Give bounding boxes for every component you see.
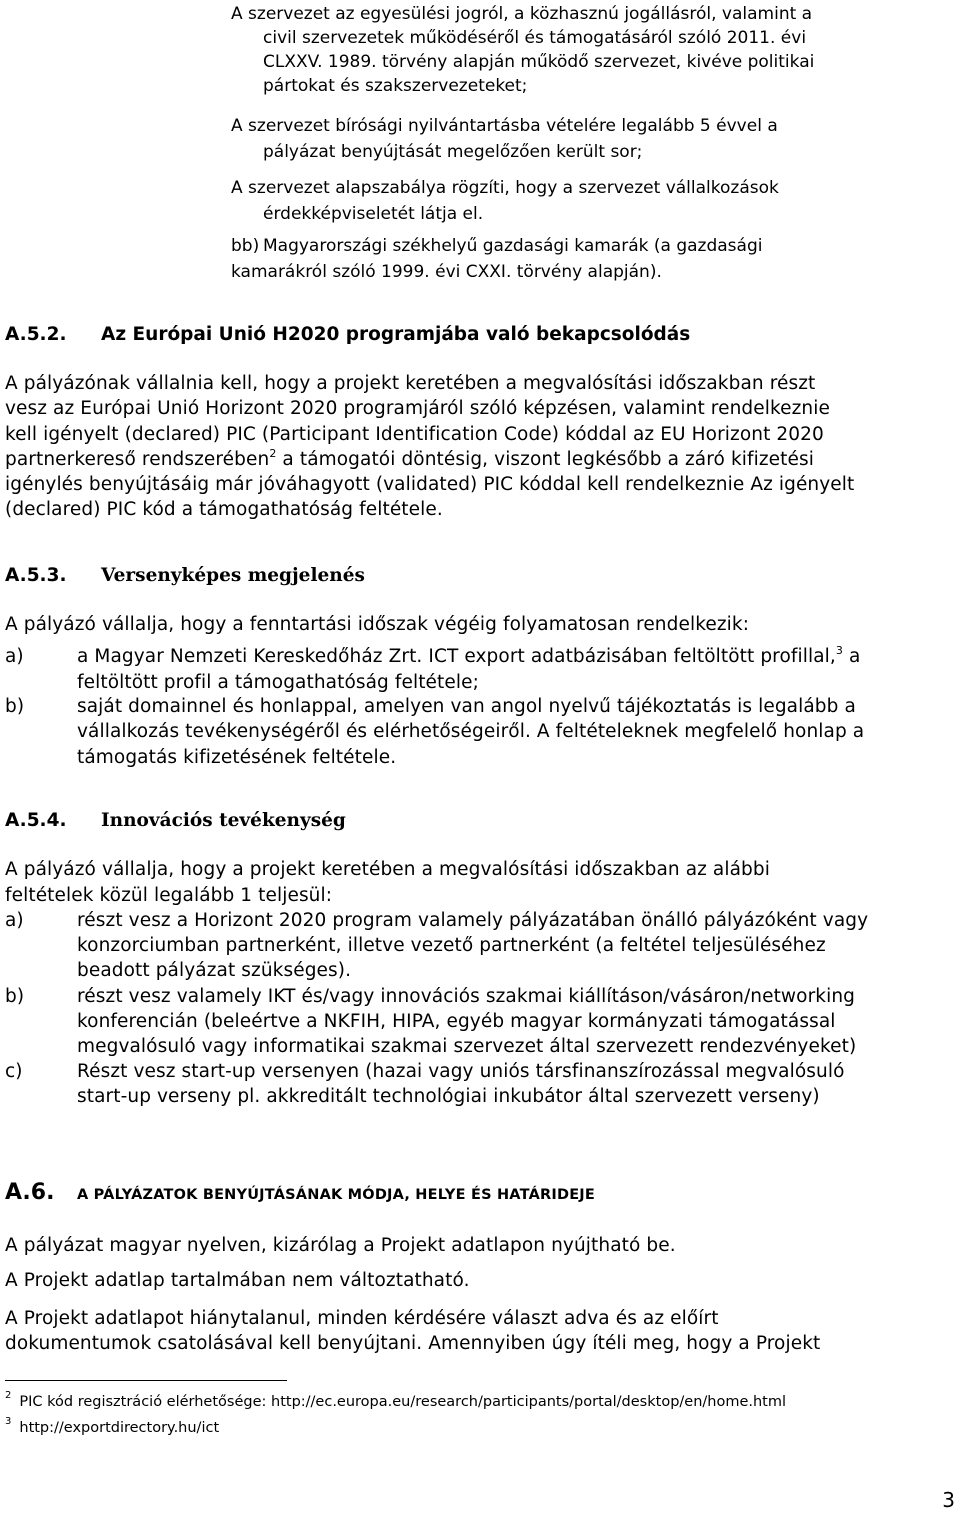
section-heading-a53: [5, 563, 365, 589]
section-title: Az Európai Unió H2020 programjába való bekapcsolódás: [101, 324, 691, 345]
section-number: A.6.: [5, 1180, 55, 1205]
org-criteria-line: A szervezet az egyesülési jogról, a közhasznú jogállásról, valamint a: [231, 4, 813, 24]
paragraph-line: A pályázónak vállalnia kell, hogy a projekt keretében a megvalósítási időszakban részt: [5, 373, 816, 394]
org-criteria-line: CLXXV. 1989. törvény alapján működő szervezet, kivéve politikai: [263, 52, 815, 72]
paragraph-line: A Projekt adatlapot hiánytalanul, minden kérdésére választ adva és az előírt: [5, 1308, 719, 1329]
section-heading-a52: [5, 322, 690, 348]
list-item-line: beadott pályázat szükséges).: [77, 960, 352, 981]
paragraph-line: feltételek közül legalább 1 teljesül:: [5, 885, 333, 906]
list-item-line: start-up verseny pl. akkreditált technológiai inkubátor által szervezett verseny): [77, 1086, 820, 1107]
list-item-line: támogatás kifizetésének feltétele.: [77, 747, 397, 768]
section-heading-a54: [5, 808, 346, 834]
paragraph-line: (declared) PIC kód a támogathatóság feltétele.: [5, 499, 443, 520]
footnote-number: 3: [5, 1416, 12, 1427]
list-item-line: feltöltött profil a támogathatóság feltétele;: [77, 672, 479, 693]
list-item-line: saját domainnel és honlappal, amelyen van angol nyelvű tájékoztatás is legalább a: [77, 696, 856, 717]
paragraph-line: A pályázat magyar nyelven, kizárólag a Projekt adatlapon nyújtható be.: [5, 1235, 676, 1256]
org-criteria-line: A szervezet alapszabálya rögzíti, hogy a szervezet vállalkozások: [231, 178, 779, 198]
list-item-line: megvalósuló vagy informatikai szakmai szervezet által szervezett rendezvényeket): [77, 1036, 857, 1057]
paragraph-line: dokumentumok csatolásával kell benyújtani. Amennyiben úgy ítéli meg, hogy a Projekt: [5, 1333, 821, 1354]
section-number: A.5.4.: [5, 810, 67, 831]
org-criteria-line: érdekképviseletét látja el.: [263, 204, 484, 224]
footnote-number: 2: [5, 1390, 12, 1401]
org-criteria-line: pályázat benyújtását megelőzően került sor;: [263, 142, 643, 162]
list-label: bb): [231, 236, 260, 256]
footnote-text: PIC kód regisztráció elérhetősége: http://ec.europa.eu/research/participants/portal/desktop/en/home.html: [19, 1394, 787, 1410]
org-criteria-line: civil szervezetek működéséről és támogatásáról szóló 2011. évi: [263, 28, 807, 48]
section-number: A.5.3.: [5, 565, 67, 586]
page-number: 3: [942, 1488, 955, 1512]
org-criteria-line: pártokat és szakszervezeteket;: [263, 76, 528, 96]
footnote: [5, 1390, 787, 1410]
list-item-line: részt vesz valamely IKT és/vagy innovációs szakmai kiállításon/vásáron/networking: [77, 986, 856, 1007]
list-label: c): [5, 1061, 23, 1082]
paragraph-line: [5, 447, 814, 473]
paragraph-line: A Projekt adatlap tartalmában nem változtatható.: [5, 1270, 470, 1291]
footnote-ref: 2: [269, 447, 277, 460]
section-title: Versenyképes megjelenés: [101, 565, 365, 586]
list-label: a): [5, 910, 24, 931]
list-label: b): [5, 696, 25, 717]
paragraph-line: kell igényelt (declared) PIC (Participant Identification Code) kóddal az EU Horizont 2020: [5, 424, 824, 445]
text-run: partnerkereső rendszerében: [5, 449, 270, 470]
chamber-line: Magyarországi székhelyű gazdasági kamarák (a gazdasági: [263, 236, 763, 256]
paragraph-line: igénylés benyújtásáig már jóváhagyott (validated) PIC kóddal kell rendelkeznie Az igényelt: [5, 474, 855, 495]
list-item-line: vállalkozás tevékenységéről és elérhetőségeiről. A feltételeknek megfelelő honlap a: [77, 721, 865, 742]
paragraph-line: A pályázó vállalja, hogy a projekt keretében a megvalósítási időszakban az alábbi: [5, 859, 770, 880]
footnote-ref: 3: [835, 644, 843, 657]
list-item-line: Részt vesz start-up versenyen (hazai vagy uniós társfinanszírozással megvalósuló: [77, 1061, 845, 1082]
paragraph-line: vesz az Európai Unió Horizont 2020 programjáról szóló képzésen, valamint rendelkeznie: [5, 398, 830, 419]
text-run: a: [843, 646, 861, 667]
list-item-line: részt vesz a Horizont 2020 program valamely pályázatában önálló pályázóként vagy: [77, 910, 869, 931]
footnote: [5, 1416, 220, 1436]
chamber-line: kamarákról szóló 1999. évi CXXI. törvény alapján).: [231, 262, 662, 282]
section-heading-a6: [5, 1180, 595, 1205]
paragraph-line: A pályázó vállalja, hogy a fenntartási időszak végéig folyamatosan rendelkezik:: [5, 614, 750, 635]
footnote-text: http://exportdirectory.hu/ict: [19, 1420, 220, 1436]
list-item-line: konferencián (beleértve a NKFIH, HIPA, egyéb magyar kormányzati támogatással: [77, 1011, 836, 1032]
text-run: a Magyar Nemzeti Kereskedőház Zrt. ICT export adatbázisában feltöltött profillal,: [77, 646, 836, 667]
section-title: A PÁLYÁZATOK BENYÚJTÁSÁNAK MÓDJA, HELYE ÉS HATÁRIDEJE: [77, 1187, 595, 1203]
list-item-line: konzorciumban partnerként, illetve vezető partnerként (a feltétel teljesüléséhez: [77, 935, 826, 956]
list-label: b): [5, 986, 25, 1007]
list-label: a): [5, 646, 24, 667]
org-criteria-line: A szervezet bírósági nyilvántartásba vételére legalább 5 évvel a: [231, 116, 778, 136]
footnote-separator: [5, 1380, 287, 1381]
text-run: a támogatói döntésig, viszont legkésőbb a záró kifizetési: [276, 449, 814, 470]
list-item-line: [77, 644, 860, 670]
section-title: Innovációs tevékenység: [101, 810, 346, 831]
section-number: A.5.2.: [5, 324, 67, 345]
